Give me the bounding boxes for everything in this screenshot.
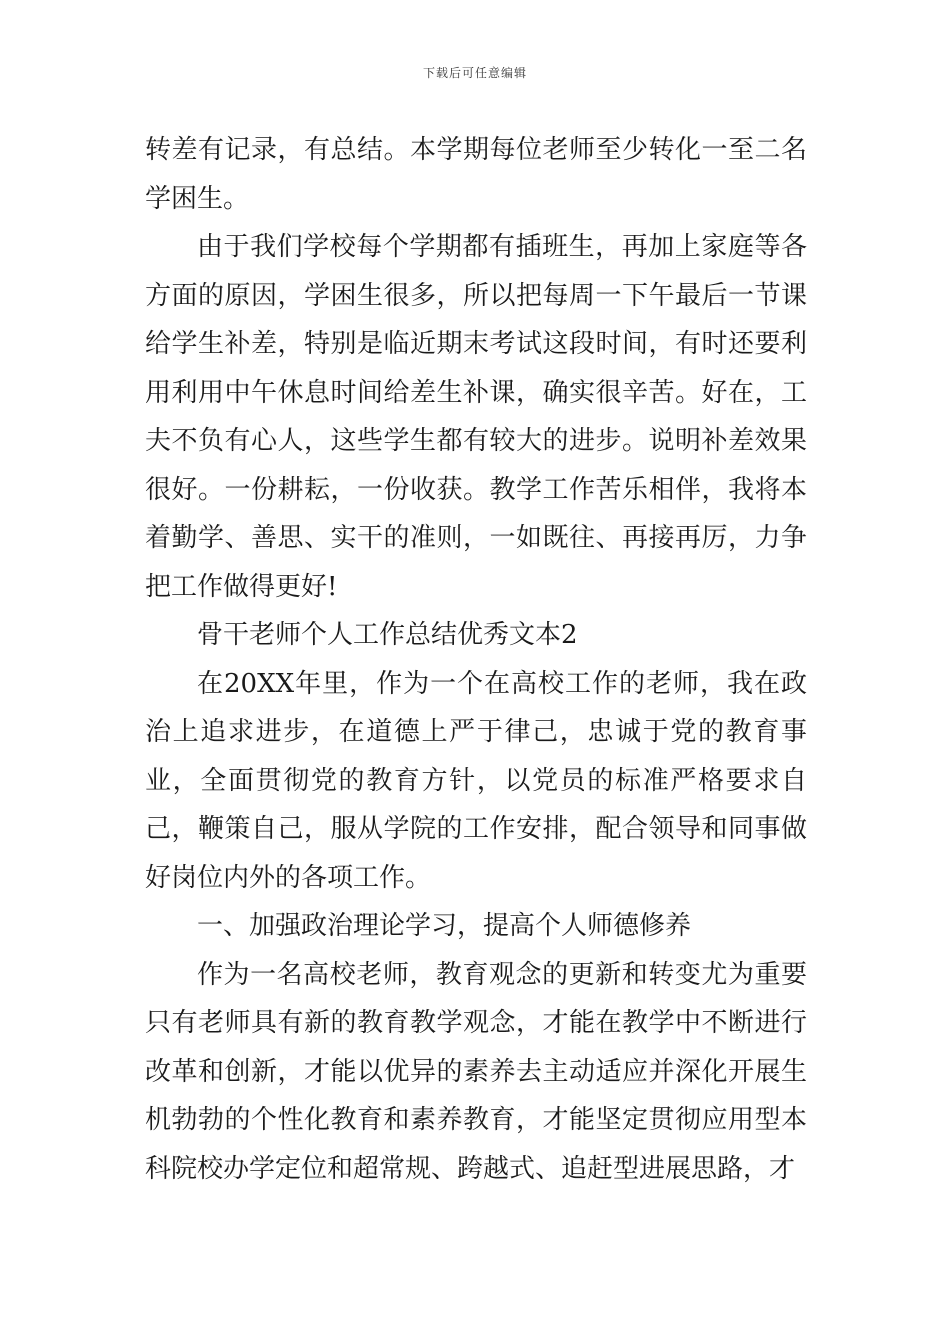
document-body [145,126,807,1193]
section-heading: 一、加强政治理论学习，提高个人师德修养 [197,911,692,941]
page-header: 下载后可任意编辑 [422,66,527,80]
paragraph-remedial-teaching: 由于我们学校每个学期都有插班生，再加上家庭等各方面的原因，学困生很多，所以把每周一下午最后一节课给学生补差，特别是临近期末考试这段时间，有时还要利用利用中午休息时间给差生补课，确实很辛苦。好在，工夫不负有心人，这些学生都有较大的进步。说明补差效果很好。一份耕耘，一份收获。教学工作苦乐相伴，我将本着勤学、善思、实干的准则，一如既往、再接再厉，力争把工作做得更好! [145,232,807,602]
section-title: 骨干老师个人工作总结优秀文本2 [197,620,578,650]
paragraph-teaching-concepts: 作为一名高校老师，教育观念的更新和转变尤为重要只有老师具有新的教育教学观念，才能在教学中不断进行改革和创新，才能以优异的素养去主动适应并深化开展生机勃勃的个性化教育和素养教育，才能坚定贯彻应用型本科院校办学定位和超常规、跨越式、追赶型进展思路，才 [145,959,807,1184]
paragraph-intro: 在20XX年里，作为一个在高校工作的老师，我在政治上追求进步，在道德上严于律己，忠诚于党的教育事业，全面贯彻党的教育方针，以党员的标准严格要求自己，鞭策自己，服从学院的工作安排，配合领导和同事做好岗位内外的各项工作。 [145,668,807,893]
paragraph-continuation: 转差有记录，有总结。本学期每位老师至少转化一至二名学困生。 [145,135,807,214]
